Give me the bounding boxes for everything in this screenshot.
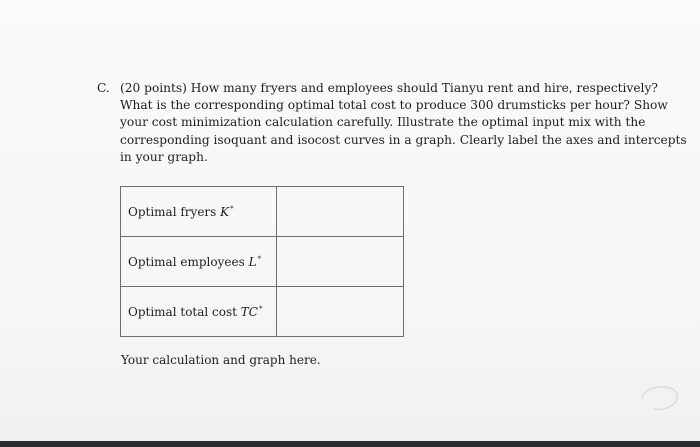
question-line: in your graph. [120, 149, 208, 164]
circle-icon [636, 378, 682, 414]
question-line: (20 points) How many fryers and employees should Tianyu rent and hire, respectively? [120, 81, 658, 95]
question-text [120, 80, 687, 166]
superscript-star: * [258, 304, 263, 313]
question-line: corresponding isoquant and isocost curves in a graph. Clearly label the axes and intercepts [120, 132, 687, 147]
table-row-optimal-total-cost [121, 287, 404, 337]
row-label-text: Optimal fryers [128, 204, 217, 219]
row-label-optimal-fryers [121, 187, 277, 237]
question-c [97, 80, 687, 166]
row-label-text: Optimal employees [128, 254, 245, 269]
math-variable-tc: TC [240, 304, 258, 319]
bottom-bezel [0, 441, 700, 447]
question-line: your cost minimization calculation carefully. Illustrate the optimal input mix with the [120, 115, 646, 130]
answer-cell-optimal-total-cost[interactable] [277, 287, 404, 337]
superscript-star: * [257, 254, 262, 263]
answer-cell-optimal-employees[interactable] [277, 237, 404, 287]
question-line: What is the corresponding optimal total cost to produce 300 drumsticks per hour? Show [120, 98, 668, 113]
row-label-optimal-total-cost [121, 287, 277, 337]
superscript-star: * [230, 204, 234, 213]
table-row-optimal-employees [121, 237, 404, 287]
math-variable-k: K [220, 204, 230, 219]
row-label-text: Optimal total cost [128, 304, 237, 319]
table-row-optimal-fryers [121, 187, 404, 237]
question-letter: C. [97, 81, 110, 95]
row-label-optimal-employees [121, 237, 277, 287]
answer-table [120, 186, 404, 337]
math-variable-l: L [248, 254, 257, 269]
calculation-prompt: Your calculation and graph here. [121, 353, 321, 367]
answer-cell-optimal-fryers[interactable] [277, 187, 404, 237]
